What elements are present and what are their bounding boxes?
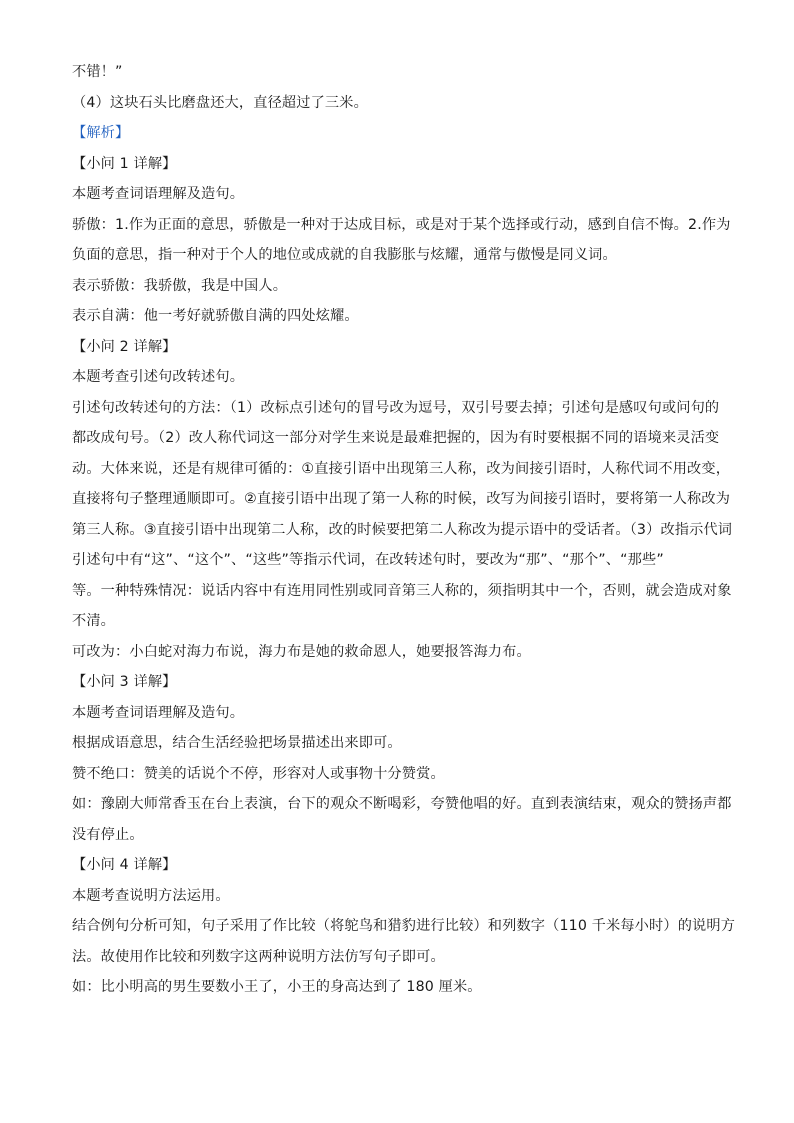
text-line: 等。一种特殊情况：说话内容中有连用同性别或同音第三人称的，须指明其中一个，否则，就会造成对象 (72, 582, 732, 599)
sub-question-1-heading: 【小问 1 详解】 (72, 155, 177, 172)
text-line: 可改为：小白蛇对海力布说，海力布是她的救命恩人，她要报答海力布。 (72, 643, 531, 660)
text-line: 表示骄傲：我骄傲，我是中国人。 (72, 277, 288, 294)
text-line: 本题考查引述句改转述句。 (72, 369, 245, 385)
paragraph (72, 215, 731, 266)
text-line: 骄傲：1.作为正面的意思，骄傲是一种对于达成目标，或是对于某个选择或行动，感到自信不悔。2.作为 (72, 216, 731, 233)
text-line: 赞不绝口：赞美的话说个不停，形容对人或事物十分赞赏。 (72, 765, 445, 782)
text-line: 如：比小明高的男生要数小王了，小王的身高达到了 180 厘米。 (72, 979, 482, 995)
text-line: 法。故使用作比较和列数字这两种说明方法仿写句子即可。 (72, 948, 445, 965)
text-line: 本题考查词语理解及造句。 (72, 186, 245, 202)
paragraph (72, 794, 732, 845)
sub-question-3-heading: 【小问 3 详解】 (72, 674, 177, 690)
text-line: 第三人称。③直接引语中出现第二人称，改的时候要把第二人称改为提示语中的受话者。（3）改指示代词 (72, 521, 733, 538)
text-line: 都改成句号。（2）改人称代词这一部分对学生来说是最难把握的，因为有时要根据不同的语境来灵活变 (72, 430, 720, 446)
text-line: 根据成语意思，结合生活经验把场景描述出来即可。 (72, 735, 402, 751)
text-line: 本题考查说明方法运用。 (72, 887, 230, 904)
analysis-heading: 【解析】 (72, 125, 130, 141)
sub-question-4-heading: 【小问 4 详解】 (72, 857, 177, 873)
text-line: 动。大体来说，还是有规律可循的：①直接引语中出现第三人称，改为间接引语时，人称代词不用改变， (72, 460, 731, 477)
text-line: 本题考查词语理解及造句。 (72, 704, 245, 721)
text-line: 引述句改转述句的方法：（1）改标点引述句的冒号改为逗号，双引号要去掉；引述句是感叹句或问句的 (72, 399, 720, 416)
paragraph (72, 398, 733, 632)
text-line: 不清。 (72, 613, 116, 629)
text-line: 不错！” (72, 64, 123, 80)
text-line: 没有停止。 (72, 826, 144, 843)
text-line: 表示自满：他一考好就骄傲自满的四处炫耀。 (72, 308, 359, 324)
sub-question-2-heading: 【小问 2 详解】 (72, 338, 177, 355)
paragraph (72, 916, 736, 967)
text-line: 直接将句子整理通顺即可。②直接引语中出现了第一人称的时候，改写为间接引语时，要将第一人称改为 (72, 491, 731, 507)
text-line: 如：豫剧大师常香玉在台上表演，台下的观众不断喝彩，夸赞他唱的好。直到表演结束，观众的赞扬声都 (72, 796, 732, 812)
text-line: 负面的意思，指一种对于个人的地位或成就的自我膨胀与炫耀，通常与傲慢是同义词。 (72, 247, 617, 263)
text-line: 引述句中有“这”、“这个”、“这些”等指示代词，在改转述句时，要改为“那”、“那个”、“那些” (72, 552, 664, 568)
answer-4: （4）这块石头比磨盘还大，直径超过了三米。 (72, 94, 368, 111)
text-line: 结合例句分析可知，句子采用了作比较（将鸵鸟和猎豹进行比较）和列数字（110 千米每小时）的说明方 (72, 918, 736, 934)
